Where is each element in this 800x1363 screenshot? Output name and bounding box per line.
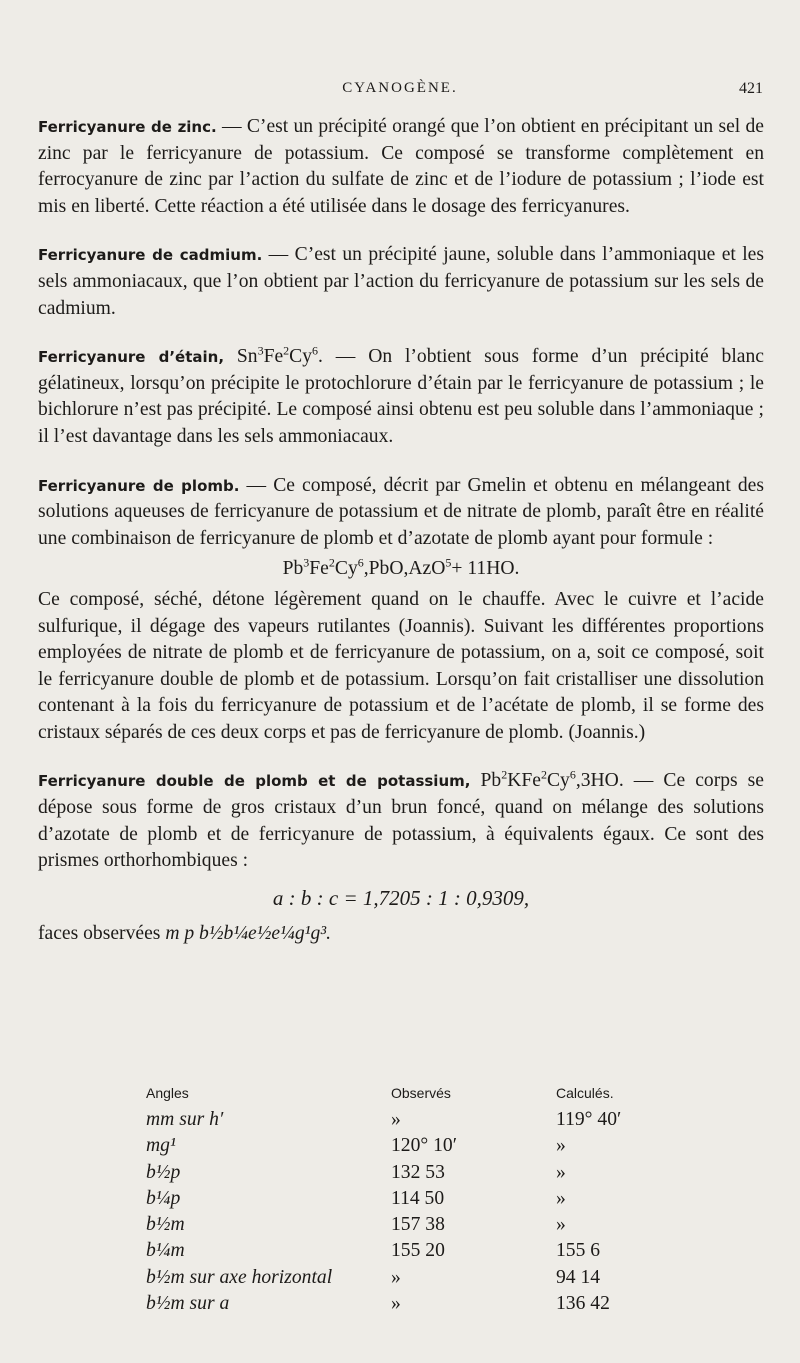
table-row	[146, 1212, 706, 1238]
calculated-cell: »	[556, 1214, 566, 1236]
table-row	[146, 1133, 706, 1159]
angle-cell: b½m sur a	[146, 1293, 230, 1315]
run-in-title-double: Ferricyanure double de plomb et de potassium,	[38, 772, 471, 791]
faces-symbols: m p b½b¼e½e¼g¹g³.	[165, 923, 332, 945]
observed-cell: 120° 10′	[391, 1135, 458, 1157]
table-row	[146, 1238, 706, 1264]
calculated-cell: 155 6	[556, 1240, 601, 1262]
angle-cell: b½p	[146, 1161, 181, 1183]
axis-ratio: a : b : c = 1,7205 : 1 : 0,9309,	[272, 885, 530, 910]
run-in-title-zinc: Ferricyanure de zinc.	[38, 118, 217, 136]
paragraph-cadmium	[38, 242, 764, 322]
run-in-title-cadmium: Ferricyanure de cadmium.	[38, 246, 263, 265]
paragraph-plomb	[38, 473, 764, 553]
calculated-cell: »	[556, 1135, 566, 1157]
paragraph-text-cadmium: — C’est un précipité jaune, soluble dans l’ammoniaque et les sels ammoniacaux, que l’on obtient par l’action du ferricyanure de potassium sur les sels de cadmium.	[38, 244, 764, 319]
faces-line	[38, 921, 764, 948]
table-row	[146, 1107, 706, 1133]
running-title: CYANOGÈNE.	[342, 80, 458, 96]
calculated-cell: 94 14	[556, 1266, 601, 1288]
formula-plomb: $Pb^3Fe^2Cy^6,PbO,AzO^5+ 11HO$.	[282, 555, 520, 580]
formula-etain: Sn$^3$Fe$^2$Cy$^6$.	[236, 343, 323, 368]
page-header	[0, 80, 800, 104]
angle-cell: mg¹	[146, 1135, 176, 1157]
observed-cell: 114 50	[391, 1187, 445, 1209]
calculated-cell: »	[556, 1187, 566, 1209]
paragraph-text-double: — Ce corps se dépose sous forme de gros cristaux d’un brun foncé, quand on mélange des solutions d’azotate de plomb et de ferricyanure de potassium, à équivalents égaux. Ce sont des prismes orthorhombiques :	[38, 770, 764, 872]
calculated-cell: »	[556, 1161, 566, 1183]
faces-label: faces observées	[38, 923, 161, 945]
paragraph-text-zinc: — C’est un précipité orangé que l’on obtient en précipitant un sel de zinc par le ferricyanure de potassium. Ce composé se transforme complètement en ferrocyanure de zinc par l’action du sulfate de zinc et de l’iodure de potassium ; l’iode est mis en liberté. Cette réaction a été utilisée dans le dosage des ferricyanures.	[38, 116, 764, 217]
angles-table	[146, 1085, 706, 1317]
header-observed: Observés	[391, 1085, 451, 1101]
observed-cell: »	[391, 1266, 401, 1288]
angle-cell: b¼m	[146, 1240, 185, 1262]
observed-cell: 132 53	[391, 1161, 445, 1183]
observed-cell: »	[391, 1293, 401, 1315]
table-row	[146, 1265, 706, 1291]
observed-cell: »	[391, 1109, 401, 1130]
angle-cell: mm sur h′	[146, 1109, 224, 1130]
header-angles: Angles	[146, 1085, 189, 1101]
paragraph-zinc	[38, 114, 764, 220]
table-row	[146, 1186, 706, 1212]
observed-cell: 155 20	[391, 1240, 445, 1262]
angle-cell: b½m sur axe horizontal	[146, 1266, 333, 1288]
table-row	[146, 1291, 706, 1317]
paragraph-double	[38, 768, 764, 874]
calculated-cell: 136 42	[556, 1293, 610, 1315]
table-header-row	[146, 1085, 706, 1107]
formula-double: Pb$^2$KFe$^2$Cy$^6$,3HO.	[480, 767, 624, 792]
angle-cell: b¼p	[146, 1187, 181, 1209]
body-text	[38, 114, 764, 948]
calculated-cell: 119° 40′	[556, 1109, 622, 1130]
run-in-title-plomb: Ferricyanure de plomb.	[38, 476, 240, 495]
table-row	[146, 1160, 706, 1186]
observed-cell: 157 38	[391, 1214, 445, 1236]
angle-cell: b½m	[146, 1214, 185, 1236]
header-calculated: Calculés.	[556, 1085, 614, 1101]
paragraph-text-plomb: — Ce composé, décrit par Gmelin et obtenu en mélangeant des solutions aqueuses de ferricyanure de potassium et de nitrate de plomb, paraît être en réalité une combinaison de ferricyanure de plomb et d’azotate de plomb ayant pour formule :	[38, 474, 764, 549]
paragraph-etain	[38, 344, 764, 450]
page-number: 421	[739, 80, 763, 97]
paragraph-plomb-continued: Ce composé, séché, détone légèrement quand on le chauffe. Avec le cuivre et l’acide sulfurique, il dégage des vapeurs rutilantes (Joannis). Suivant les différentes proportions employées de nitrate de plomb et de ferricyanure de potassium, on a, soit ce composé, soit le ferricyanure double de plomb et de potassium. Lorsqu’on fait cristalliser une dissolution contenant à la fois du ferricyanure de potassium et de l’acétate de plomb, il se forme des cristaux séparés de ces deux corps et pas de ferricyanure de plomb. (Joannis.)	[38, 588, 764, 743]
run-in-title-etain: Ferricyanure d’étain,	[38, 348, 225, 367]
paragraph-text-etain: — On l’obtient sous forme d’un précipité blanc gélatineux, lorsqu’on précipite le protochlorure d’étain par le ferricyanure de potassium ; le bichlorure n’est pas précipité. Le composé ainsi obtenu est peu soluble dans l’ammoniaque ; il l’est davantage dans les sels ammoniacaux.	[38, 346, 764, 447]
